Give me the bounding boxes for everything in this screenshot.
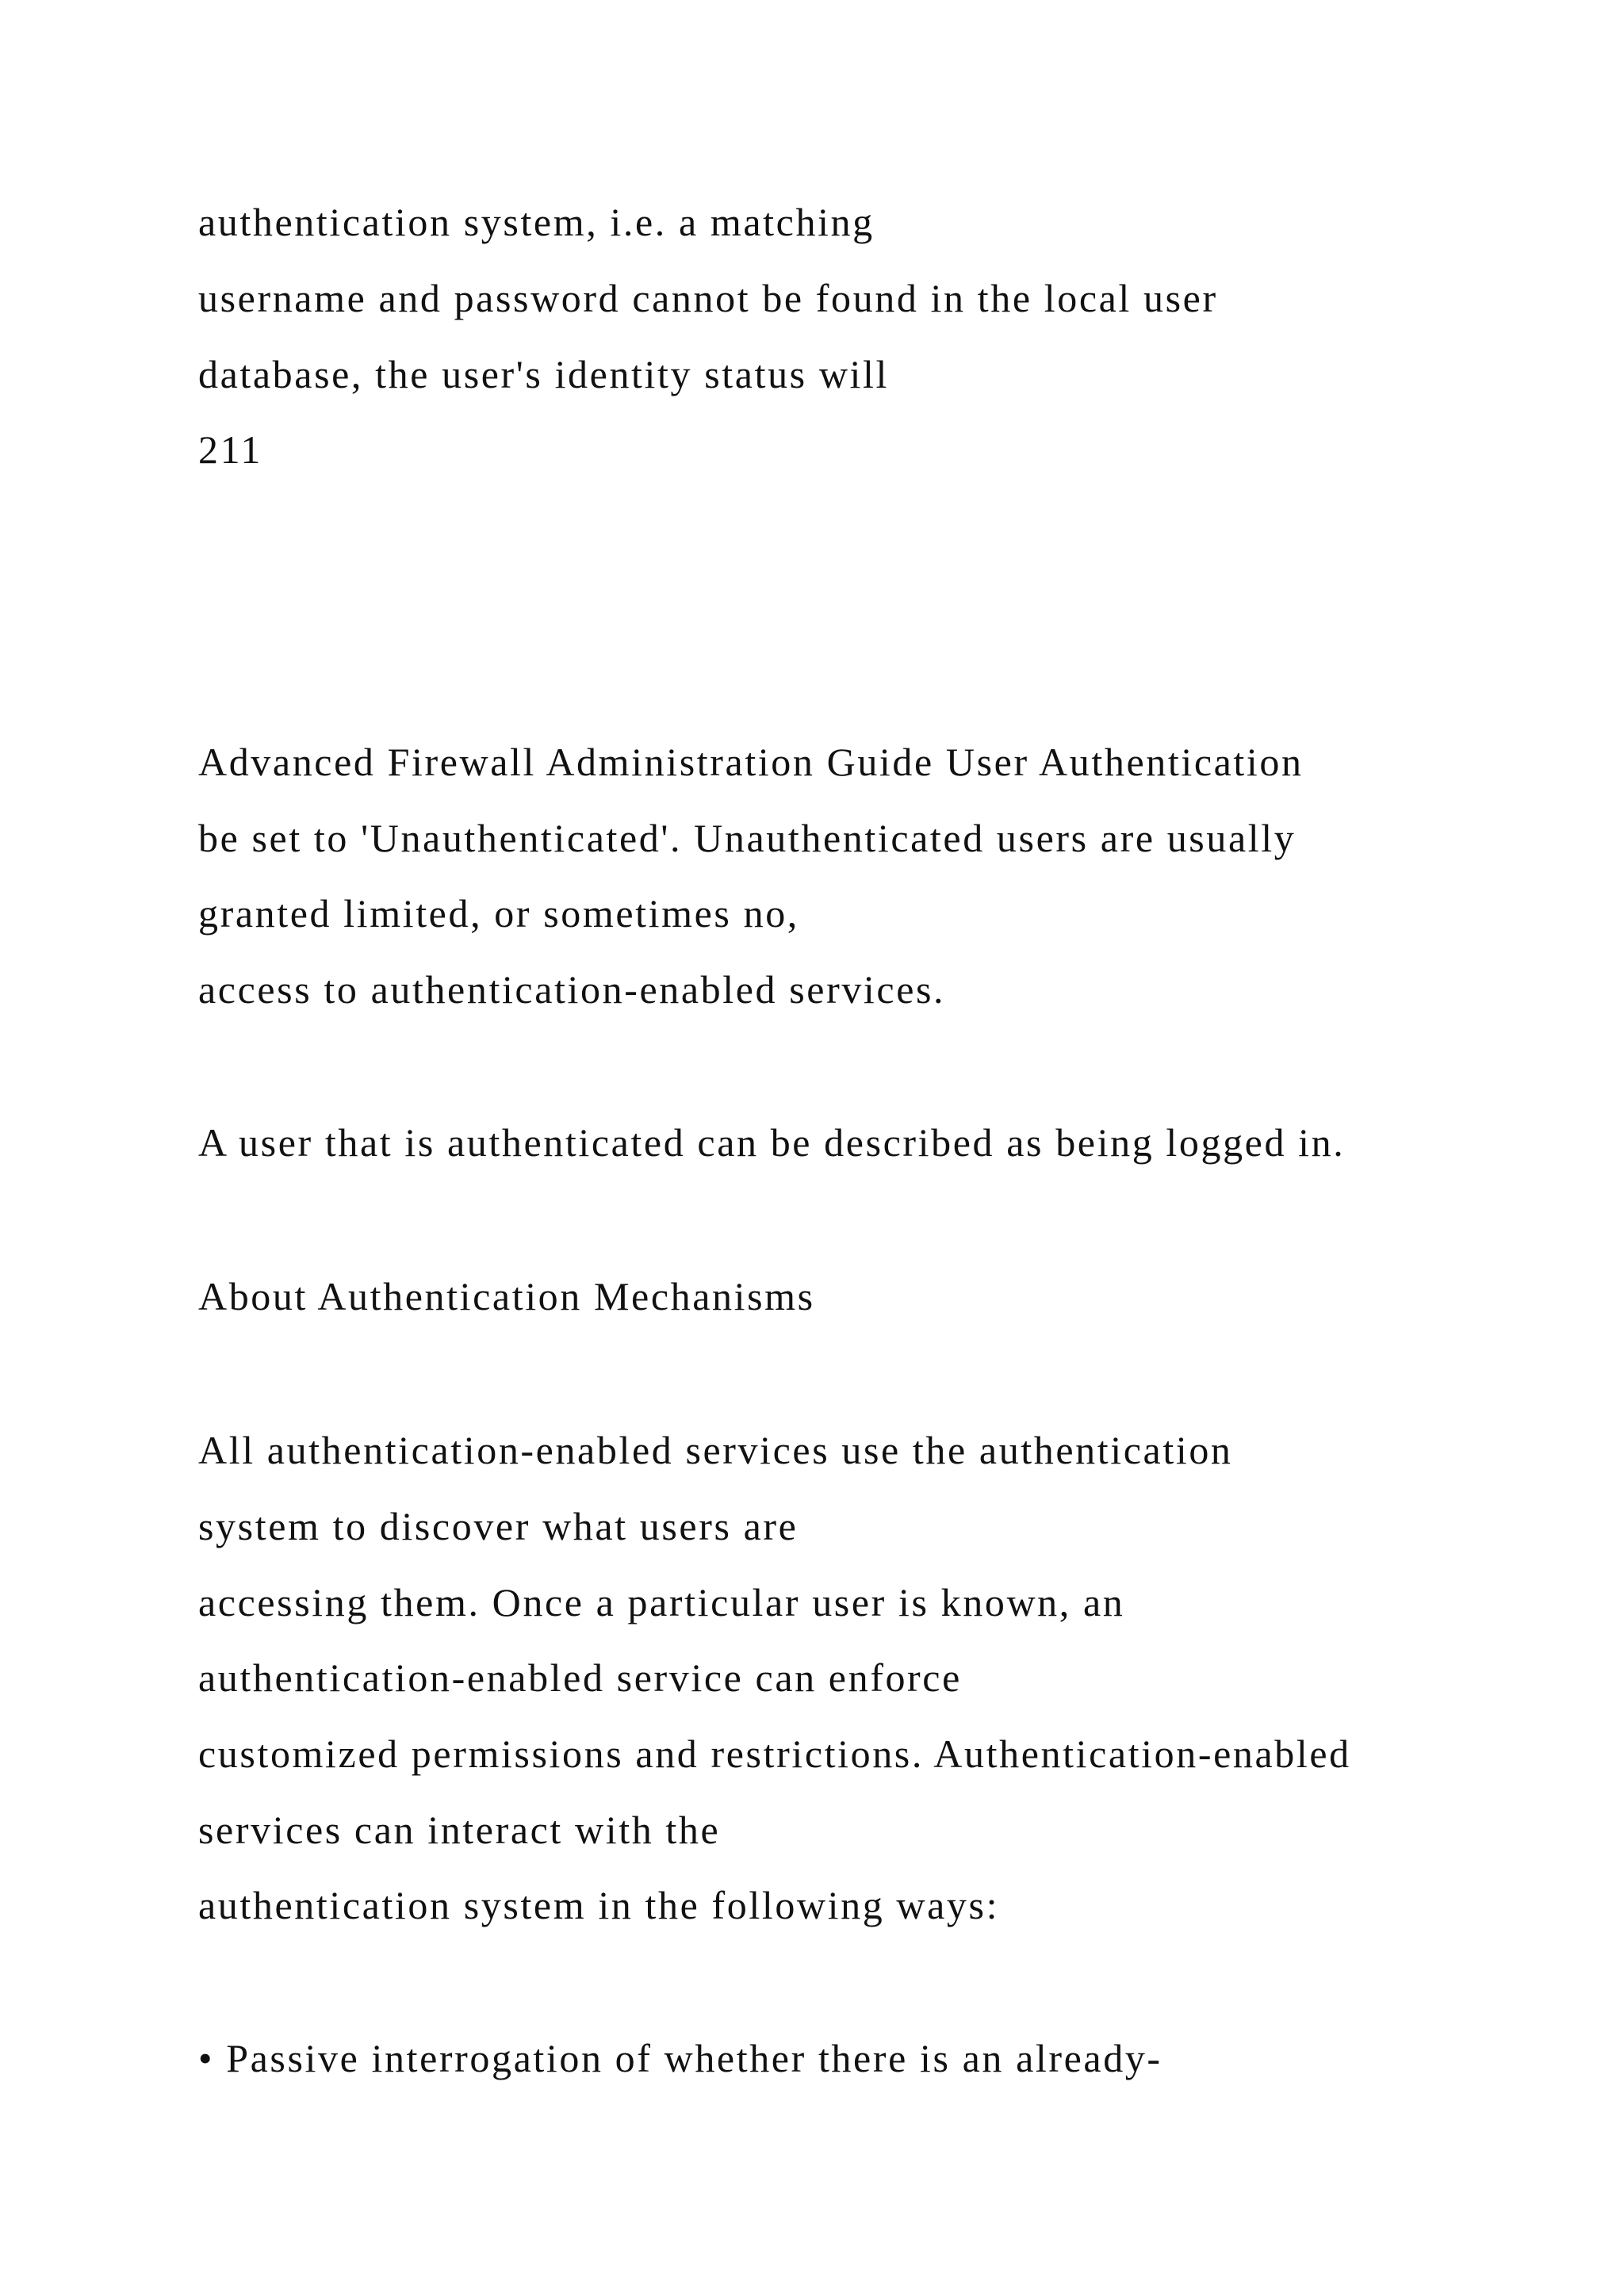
text-line: accessing them. Once a particular user is known, an [198,1580,1125,1624]
text-line: be set to 'Unauthenticated'. Unauthenticated users are usually [198,816,1297,860]
bullet-item: • Passive interrogation of whether there is an already- [198,2036,1162,2080]
text-line: username and password cannot be found in the local user [198,276,1218,320]
text-line: database, the user's identity status will [198,352,890,396]
page-number: 211 [198,427,262,472]
text-line: system to discover what users are [198,1504,799,1548]
text-line: granted limited, or sometimes no, [198,891,799,936]
text-line: access to authentication-enabled services. [198,967,946,1012]
text-line: services can interact with the [198,1808,721,1852]
text-line: A user that is authenticated can be described as being logged in. [198,1120,1346,1165]
text-line: authentication system, i.e. a matching [198,200,875,244]
text-line: customized permissions and restrictions. Authentication-enabled [198,1732,1351,1776]
text-line: All authentication-enabled services use the authentication [198,1428,1233,1472]
running-header: Advanced Firewall Administration Guide User Authentication [198,740,1304,784]
section-heading: About Authentication Mechanisms [198,1274,815,1318]
text-line: authentication-enabled service can enforce [198,1655,962,1700]
text-line: authentication system in the following ways: [198,1883,1000,1927]
